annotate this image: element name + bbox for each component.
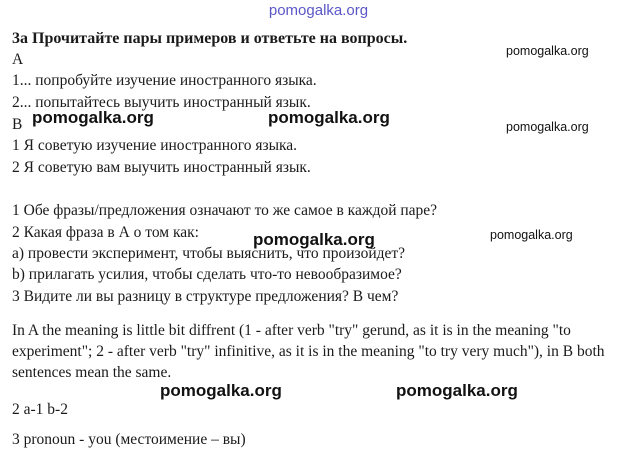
- watermark: pomogalka.org: [268, 108, 390, 127]
- watermark: pomogalka.org: [490, 228, 573, 242]
- answer-2: 2 a-1 b-2: [12, 401, 68, 418]
- question-1: 1 Обе фразы/предложения означают то же самое в каждой паре?: [12, 202, 438, 219]
- example-b2: 2 Я советую вам выучить иностранный язык.: [12, 159, 311, 176]
- question-2: 2 Какая фраза в А о том как:: [12, 224, 199, 241]
- watermark: pomogalka.org: [253, 230, 375, 249]
- answer-3: 3 pronoun - you (местоимение – вы): [12, 431, 246, 448]
- watermark: pomogalka.org: [506, 44, 589, 58]
- watermark: pomogalka.org: [506, 120, 589, 134]
- watermark: pomogalka.org: [396, 381, 518, 400]
- watermark: pomogalka.org: [32, 108, 154, 127]
- section-a-label: A: [12, 51, 24, 68]
- section-b-label: B: [12, 116, 23, 133]
- example-a1: 1... попробуйте изучение иностранного языка.: [12, 72, 317, 89]
- watermark: pomogalka.org: [160, 381, 282, 400]
- example-a2: 2... попытайтесь выучить иностранный язык.: [12, 94, 311, 111]
- task-title: 3a Прочитайте пары примеров и ответьте на вопросы.: [12, 30, 408, 47]
- example-b1: 1 Я советую изучение иностранного языка.: [12, 137, 298, 154]
- question-3: 3 Видите ли вы разницу в структуре предложения? В чем?: [12, 288, 399, 305]
- question-2b: b) прилагать усилия, чтобы сделать что-то невообразимое?: [12, 266, 402, 283]
- watermark-top: pomogalka.org: [268, 2, 369, 19]
- question-2a: a) провести эксперимент, чтобы выяснить, что произойдет?: [12, 245, 406, 262]
- answer-paragraph: In A the meaning is little bit diffrent (1 - after verb "try" gerund, as it is in the meaning "to experiment"; 2 - after verb "try" infinitive, as it is in the meaning "to try very much"), in B both sentences mean the same.: [12, 322, 605, 381]
